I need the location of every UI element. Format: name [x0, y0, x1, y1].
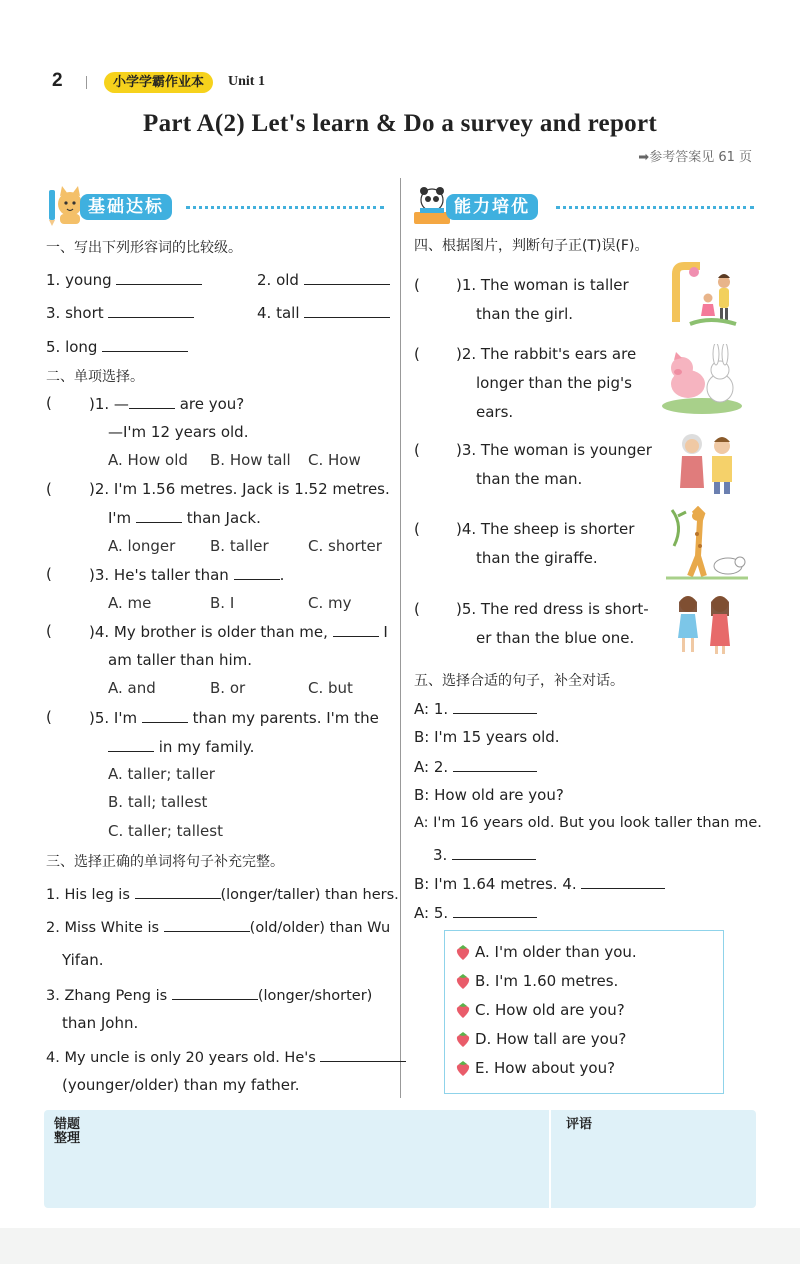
dialogue-line: B: I'm 1.64 metres. 4. [414, 874, 665, 893]
q4-item: )3. The woman is younger [456, 441, 652, 459]
answer-options-box [444, 930, 724, 1094]
answer-blank[interactable] [234, 565, 280, 580]
option: A. How old [108, 451, 188, 469]
answer-blank[interactable] [135, 884, 221, 899]
unit-label: Unit 1 [228, 74, 265, 89]
answer-blank[interactable] [164, 917, 250, 932]
answer-blank[interactable] [453, 903, 537, 918]
section-banner-advanced [412, 190, 756, 224]
q4-item-line: than the giraffe. [476, 549, 598, 567]
option-row: D. How tall are you? [455, 1030, 626, 1048]
pig-and-rabbit-illustration [662, 344, 748, 416]
option: B. tall; tallest [108, 793, 208, 811]
q2-item-stem: )2. I'm 1.56 metres. Jack is 1.52 metres. [89, 480, 390, 498]
answer-blank[interactable] [581, 874, 665, 889]
q4-item-line: longer than the pig's [476, 374, 632, 392]
option: A. me [108, 594, 152, 612]
dialogue-line: A: I'm 16 years old. But you look taller than me. [414, 815, 762, 831]
q1-item: 3. short [46, 303, 194, 322]
answer-paren[interactable]: ( [46, 480, 52, 498]
q1-item: 1. young [46, 270, 202, 289]
option: B. I [210, 594, 235, 612]
section-banner-basic [46, 190, 386, 224]
q3-heading: 三、选择正确的单词将句子补充完整。 [46, 854, 284, 870]
option-row: C. How old are you? [455, 1001, 625, 1019]
answer-blank[interactable] [304, 303, 390, 318]
q3-item: 1. His leg is (longer/taller) than hers. [46, 884, 399, 903]
answer-blank[interactable] [304, 270, 390, 285]
answer-blank[interactable] [129, 394, 175, 409]
answer-blank[interactable] [142, 708, 188, 723]
strawberry-icon [455, 1002, 471, 1019]
answer-paren[interactable]: ( [46, 565, 52, 583]
strawberry-icon [455, 944, 471, 961]
q3-item: 4. My uncle is only 20 years old. He's [46, 1047, 406, 1066]
q3-item: 2. Miss White is (old/older) than Wu [46, 917, 390, 936]
q1-item: 4. tall [257, 303, 390, 322]
answer-paren[interactable]: ( [414, 600, 420, 618]
option: A. and [108, 679, 156, 697]
strawberry-icon [455, 973, 471, 990]
q4-item: )2. The rabbit's ears are [456, 345, 637, 363]
giraffe-and-sheep-illustration [664, 506, 748, 580]
q2-item-stem: )3. He's taller than . [89, 566, 285, 584]
answer-blank[interactable] [108, 737, 154, 752]
answer-blank[interactable] [102, 337, 188, 352]
answer-paren[interactable]: ( [46, 394, 52, 412]
answer-paren[interactable]: ( [414, 276, 420, 294]
option: B. taller [210, 537, 269, 555]
two-girls-dresses-illustration [668, 590, 742, 656]
q4-heading: 四、根据图片，判断句子正(T)误(F)。 [414, 238, 649, 254]
q2-item-line: I'm than Jack. [108, 509, 261, 527]
q3-item-line: (younger/older) than my father. [62, 1076, 300, 1094]
page-title: Part A(2) Let's learn & Do a survey and report [143, 110, 657, 137]
option: C. taller; tallest [108, 822, 223, 840]
section-dotted-line [186, 206, 384, 209]
dialogue-line: A: 1. [414, 699, 537, 718]
q2-item-stem: )1. — are you? [89, 395, 245, 413]
q4-item: )4. The sheep is shorter [456, 520, 635, 538]
q5-heading: 五、选择合适的句子，补全对话。 [414, 673, 624, 689]
option: C. my [308, 594, 352, 612]
option: C. but [308, 679, 353, 697]
errors-label: 错题 整理 [54, 1117, 81, 1146]
woman-and-girl-illustration [670, 262, 742, 332]
header-separator [86, 76, 87, 89]
option: A. longer [108, 537, 176, 555]
column-divider [400, 178, 401, 1098]
q4-item-line: er than the blue one. [476, 629, 635, 647]
option: C. shorter [308, 537, 382, 555]
q2-item-stem: )4. My brother is older than me, I [89, 623, 388, 641]
book-title-badge: 小学学霸作业本 [104, 72, 213, 93]
answer-paren[interactable]: ( [46, 708, 52, 726]
answer-paren[interactable]: ( [414, 520, 420, 538]
answer-blank[interactable] [453, 757, 537, 772]
answer-blank[interactable] [320, 1047, 406, 1062]
old-woman-and-man-illustration [674, 430, 744, 498]
q2-heading: 二、单项选择。 [46, 369, 144, 385]
strawberry-icon [455, 1031, 471, 1048]
q4-item: )1. The woman is taller [456, 276, 629, 294]
q1-item: 2. old [257, 270, 390, 289]
answer-blank[interactable] [333, 622, 379, 637]
q3-item-line: Yifan. [62, 951, 104, 969]
section-title-basic: 基础达标 [80, 194, 172, 220]
section-title-advanced: 能力培优 [446, 194, 538, 220]
option: C. How [308, 451, 361, 469]
option-row: E. How about you? [455, 1059, 615, 1077]
dialogue-line: 3. [433, 845, 536, 864]
q2-item-line: am taller than him. [108, 651, 253, 669]
q3-item-line: than John. [62, 1014, 139, 1032]
dialogue-line: B: I'm 15 years old. [414, 728, 560, 746]
option: B. How tall [210, 451, 291, 469]
q3-item: 3. Zhang Peng is (longer/shorter) [46, 985, 372, 1004]
answer-blank[interactable] [136, 508, 182, 523]
comments-label: 评语 [566, 1117, 593, 1132]
section-dotted-line [556, 206, 754, 209]
answer-blank[interactable] [452, 845, 536, 860]
q4-item-line: than the man. [476, 470, 583, 488]
option: A. taller; taller [108, 765, 215, 783]
remarks-panel [44, 1110, 756, 1208]
dialogue-line: B: How old are you? [414, 786, 564, 804]
q1-heading: 一、写出下列形容词的比较级。 [46, 240, 242, 256]
option: B. or [210, 679, 246, 697]
q4-item-line: ears. [476, 403, 514, 421]
answer-paren[interactable]: ( [46, 622, 52, 640]
q2-item-line: in my family. [108, 737, 254, 756]
q1-item: 5. long [46, 337, 188, 356]
dialogue-line: A: 2. [414, 757, 537, 776]
page-bottom-band [0, 1228, 800, 1264]
answer-blank[interactable] [108, 303, 194, 318]
option-row: A. I'm older than you. [455, 943, 637, 961]
answer-blank[interactable] [172, 985, 258, 1000]
dialogue-line: A: 5. [414, 903, 537, 922]
strawberry-icon [455, 1060, 471, 1077]
page-number: 2 [52, 70, 63, 91]
answer-paren[interactable]: ( [414, 441, 420, 459]
q2-item-stem: )5. I'm than my parents. I'm the [89, 709, 379, 727]
answer-paren[interactable]: ( [414, 345, 420, 363]
q2-item-line: —I'm 12 years old. [108, 423, 249, 441]
q4-item: )5. The red dress is short- [456, 600, 649, 618]
option-row: B. I'm 1.60 metres. [455, 972, 618, 990]
answer-reference: ➡参考答案见 61 页 [638, 150, 752, 165]
q4-item-line: than the girl. [476, 305, 574, 323]
answer-blank[interactable] [453, 699, 537, 714]
answer-blank[interactable] [116, 270, 202, 285]
remarks-divider [549, 1110, 551, 1208]
